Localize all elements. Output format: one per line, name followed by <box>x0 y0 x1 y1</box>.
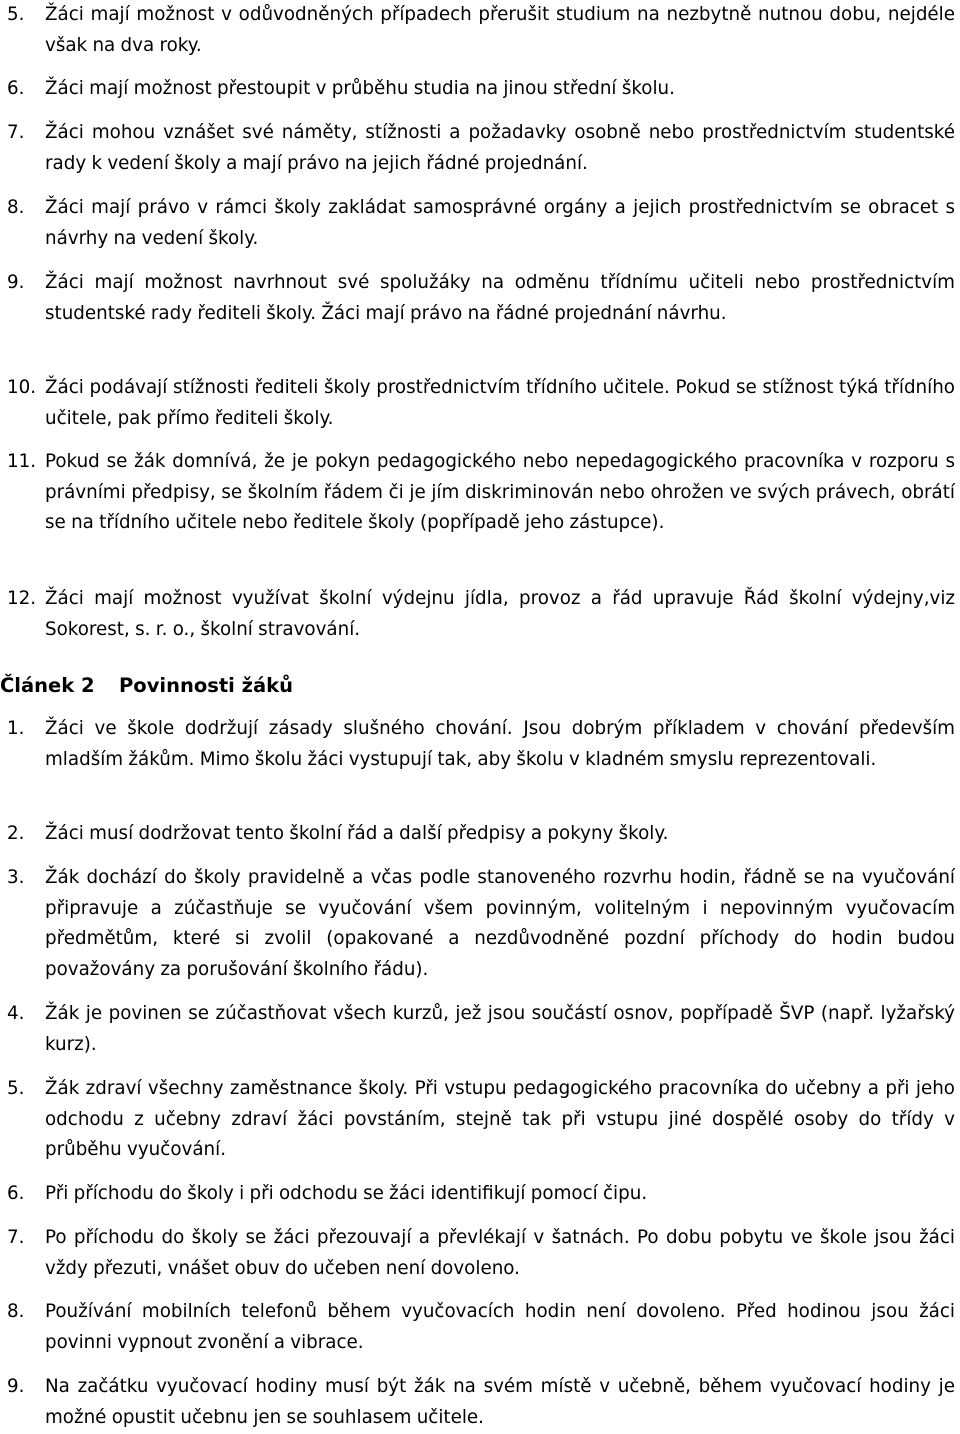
item-text: Žáci mají možnost navrhnout své spolužáky na odměnu třídnímu učiteli nebo prostřednictvím studentské rady řediteli školy. Žáci mají právo na řádné projednání návrhu. <box>45 272 955 324</box>
list-item <box>7 1372 955 1433</box>
item-number: 1. <box>7 718 25 739</box>
list-item <box>7 819 955 850</box>
item-number: 8. <box>7 197 25 218</box>
list-item <box>7 714 955 775</box>
item-number: 6. <box>7 78 25 99</box>
item-number: 5. <box>7 4 25 25</box>
list-item <box>7 373 955 434</box>
item-number: 4. <box>7 1003 25 1024</box>
item-number: 10. <box>7 377 37 398</box>
item-number: 7. <box>7 122 25 143</box>
item-number: 11. <box>7 451 37 472</box>
item-text: Žáci musí dodržovat tento školní řád a další předpisy a pokyny školy. <box>45 823 669 844</box>
item-text: Na začátku vyučovací hodiny musí být žák na svém místě v učebně, během vyučovací hodiny je možné opustit učebnu jen se souhlasem učitele. <box>45 1376 955 1428</box>
item-text: Pokud se žák domnívá, že je pokyn pedagogického nebo nepedagogického pracovníka v rozporu s právními předpisy, se školním řádem či je jím diskriminován nebo ohrožen ve svých právech, obrátí se na třídního učitele nebo ředitele školy (popřípadě jeho zástupce). <box>45 451 955 533</box>
item-number: 7. <box>7 1227 25 1248</box>
list-item <box>7 1223 955 1284</box>
item-number: 6. <box>7 1183 25 1204</box>
item-text: Žák dochází do školy pravidelně a včas podle stanoveného rozvrhu hodin, řádně se na vyučování připravuje a zúčastňuje se vyučování všem povinným, volitelným i nepovinným vyučovacím předmětům, které si zvolil (opakované a nezdůvodněné pozdní příchody do hodin budou považovány za porušování školního řádu). <box>45 867 955 980</box>
item-number: 5. <box>7 1078 25 1099</box>
list-item <box>7 74 955 105</box>
list-item <box>7 1179 955 1210</box>
list-item <box>7 268 955 329</box>
list-item <box>7 584 955 645</box>
item-text: Žák je povinen se zúčastňovat všech kurzů, jež jsou součástí osnov, popřípadě ŠVP (např. lyžařský kurz). <box>45 1003 955 1055</box>
list-item <box>7 118 955 179</box>
item-text: Používání mobilních telefonů během vyučovacích hodin není dovoleno. Před hodinou jsou žáci povinni vypnout zvonění a vibrace. <box>45 1301 955 1353</box>
article-heading <box>0 671 294 701</box>
list-item <box>7 1074 955 1166</box>
list-item <box>7 0 955 61</box>
list-item <box>7 999 955 1060</box>
item-text: Žáci mají možnost využívat školní výdejnu jídla, provoz a řád upravuje Řád školní výdejny,viz Sokorest, s. r. o., školní stravování. <box>45 588 955 640</box>
item-number: 3. <box>7 867 25 888</box>
item-number: 9. <box>7 272 25 293</box>
item-number: 2. <box>7 823 25 844</box>
article-label: Článek 2 <box>0 674 95 697</box>
list-item <box>7 447 955 539</box>
item-number: 9. <box>7 1376 25 1397</box>
item-text: Žáci mohou vznášet své náměty, stížnosti a požadavky osobně nebo prostřednictvím studentské rady k vedení školy a mají právo na jejich řádné projednání. <box>45 122 955 174</box>
article-title: Povinnosti žáků <box>119 674 294 697</box>
list-item <box>7 193 955 254</box>
item-text: Žáci ve škole dodržují zásady slušného chování. Jsou dobrým příkladem v chování především mladším žákům. Mimo školu žáci vystupují tak, aby školu v kladném smyslu reprezentovali. <box>45 718 955 770</box>
item-text: Při příchodu do školy i při odchodu se žáci identifikují pomocí čipu. <box>45 1183 648 1204</box>
item-text: Žáci podávají stížnosti řediteli školy prostřednictvím třídního učitele. Pokud se stížnost týká třídního učitele, pak přímo řediteli školy. <box>45 377 955 429</box>
item-text: Žáci mají možnost v odůvodněných případech přerušit studium na nezbytně nutnou dobu, nejdéle však na dva roky. <box>45 4 955 56</box>
list-item <box>7 863 955 985</box>
item-number: 12. <box>7 588 37 609</box>
item-text: Žáci mají právo v rámci školy zakládat samosprávné orgány a jejich prostřednictvím se obracet s návrhy na vedení školy. <box>45 197 955 249</box>
item-number: 8. <box>7 1301 25 1322</box>
item-text: Žáci mají možnost přestoupit v průběhu studia na jinou střední školu. <box>45 78 675 99</box>
item-text: Po příchodu do školy se žáci přezouvají a převlékají v šatnách. Po dobu pobytu ve škole jsou žáci vždy přezuti, vnášet obuv do učeben není dovoleno. <box>45 1227 955 1279</box>
list-item <box>7 1297 955 1358</box>
item-text: Žák zdraví všechny zaměstnance školy. Při vstupu pedagogického pracovníka do učebny a při jeho odchodu z učebny zdraví žáci povstáním, stejně tak při vstupu jiné dospělé osoby do třídy v průběhu vyučování. <box>45 1078 955 1160</box>
